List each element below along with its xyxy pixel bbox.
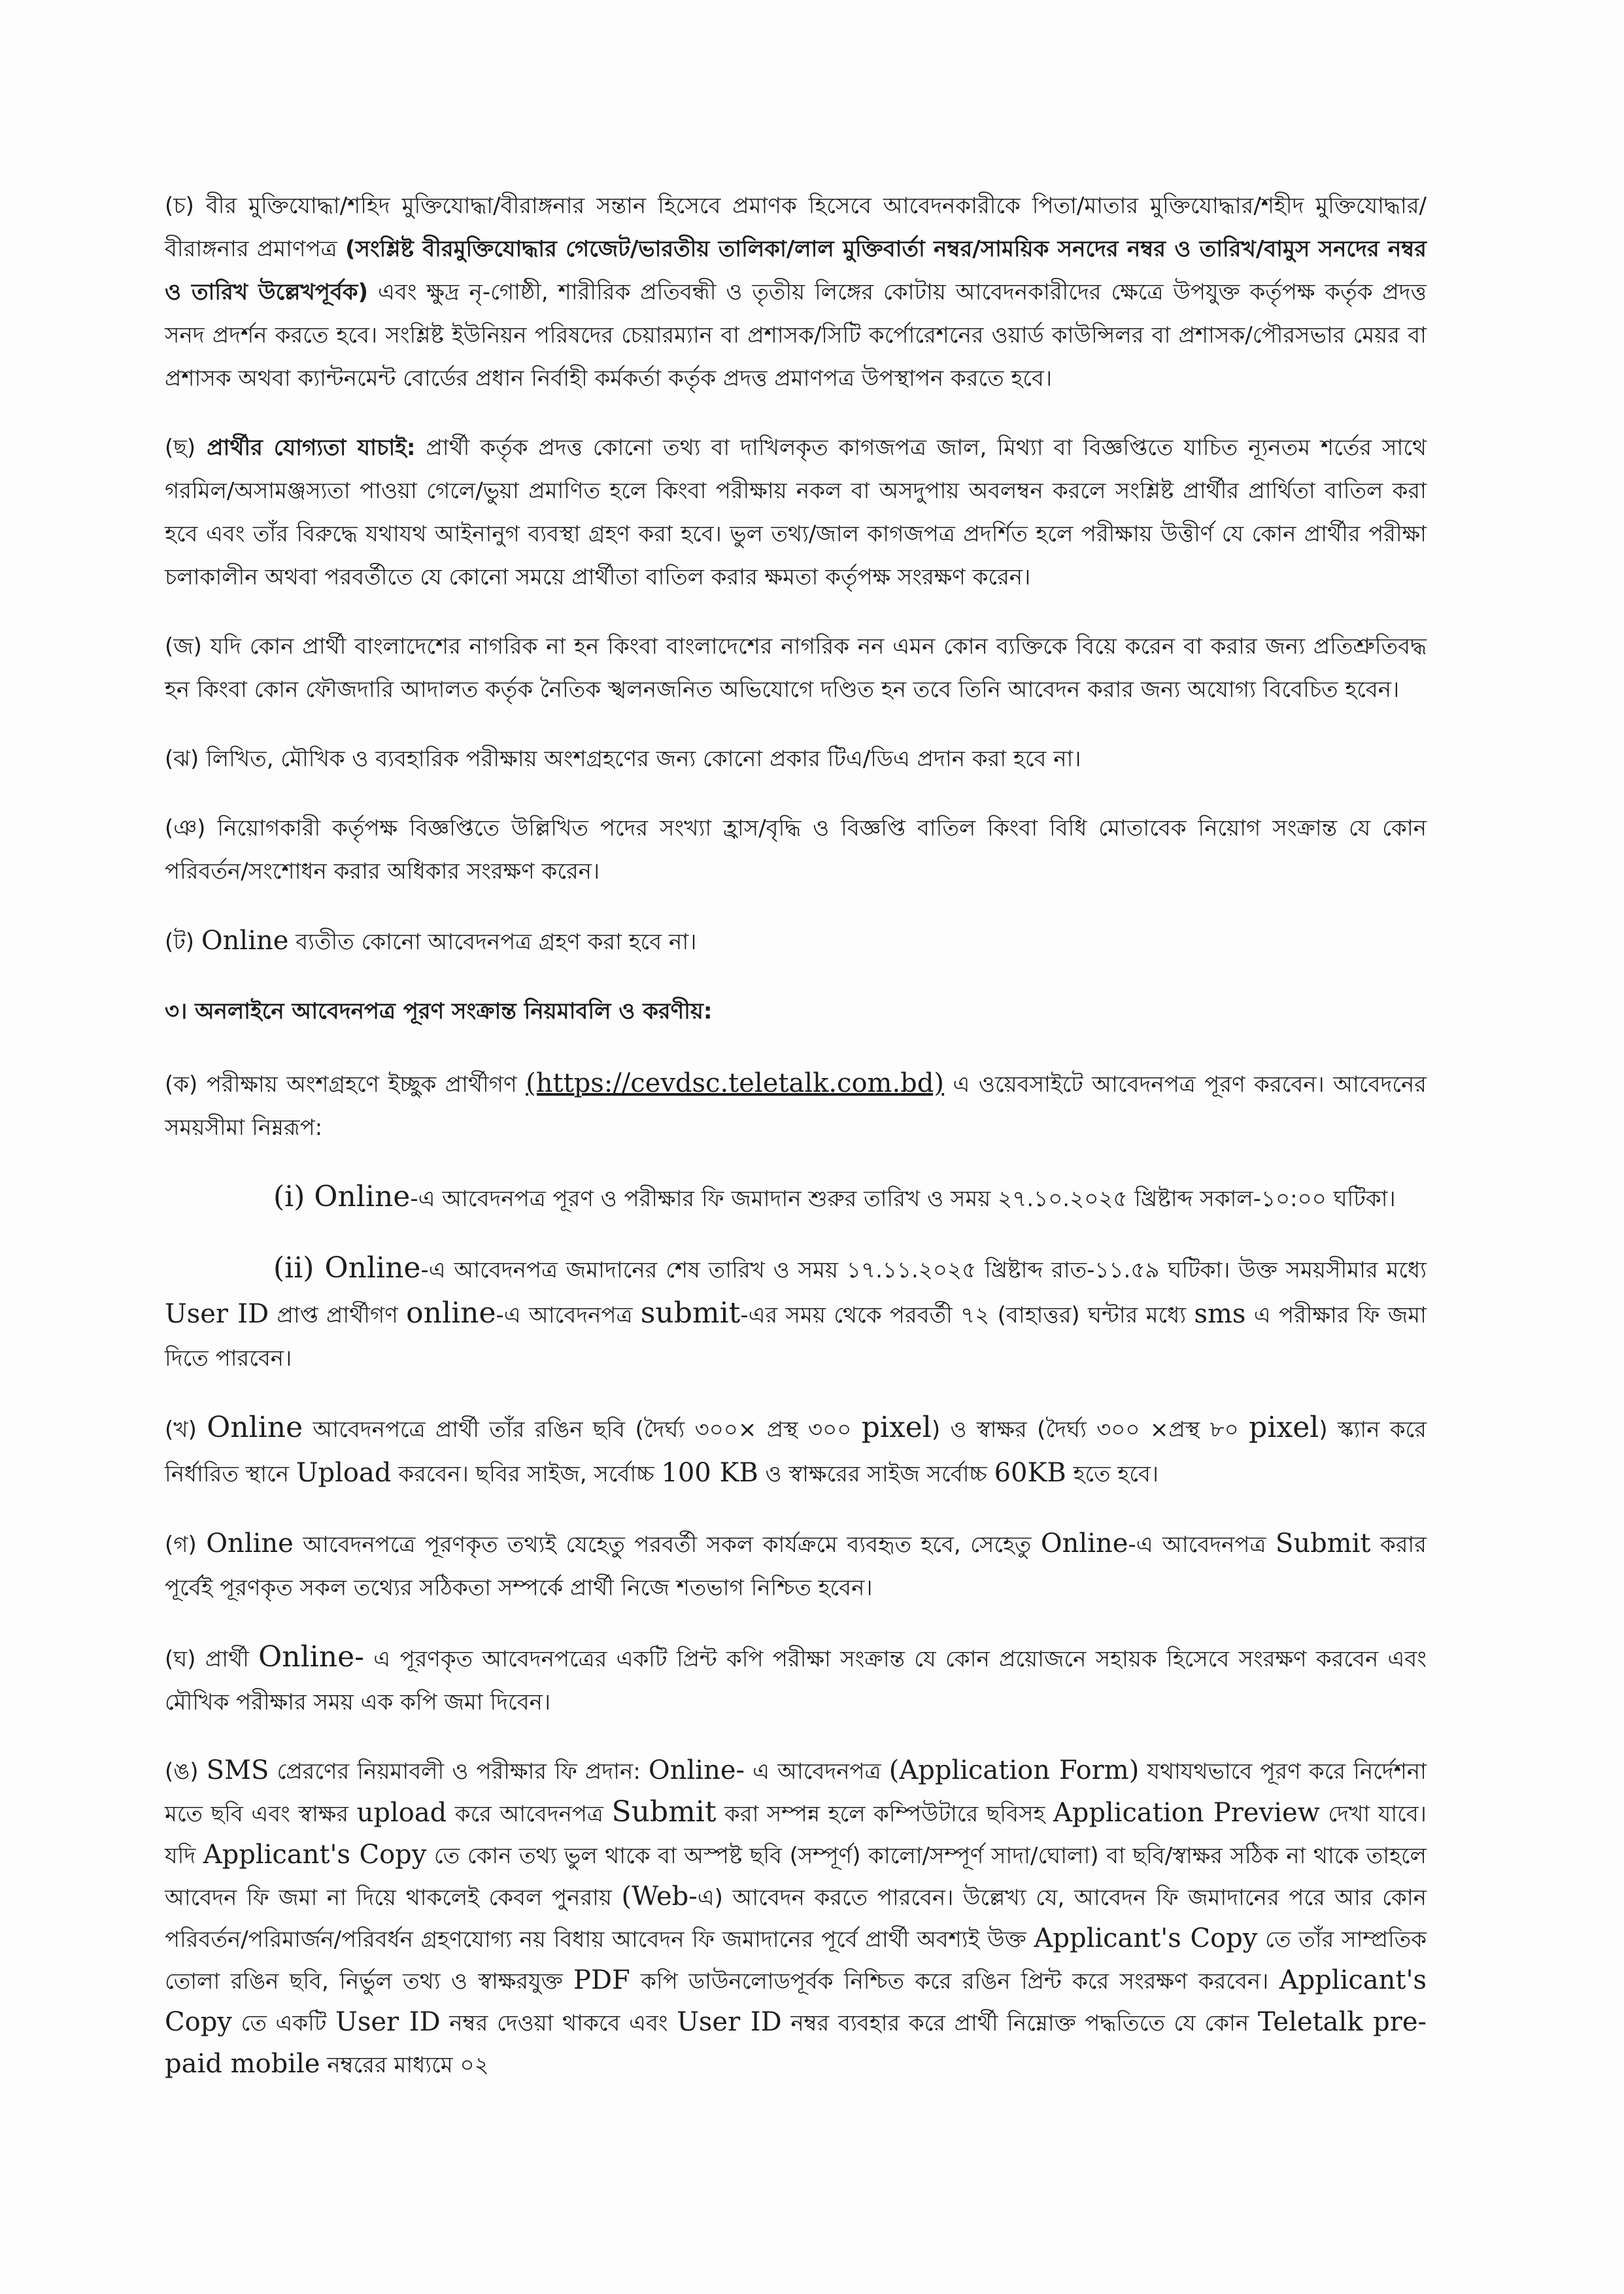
clause-text: এ আবেদনপত্র: [745, 1759, 889, 1785]
clause-text: যথাযথভাবে পূরণ করে নির্দেশনা মতে ছবি এবং স্বাক্ষর: [165, 1759, 1427, 1827]
schedule-text: প্রাপ্ত প্রার্থীগণ: [269, 1302, 407, 1328]
clause-text: ) স্ক্যান করে নির্ধারিত স্থানে: [165, 1417, 1427, 1487]
schedule-text: এ পরীক্ষার ফি জমা দিতে পারবেন।: [165, 1302, 1427, 1372]
clause-text: (ঝ) লিখিত, মৌখিক ও ব্যবহারিক পরীক্ষায় অংশগ্রহণের জন্য কোনো প্রকার টিএ/ডিএ প্রদান করা হবে না।: [165, 746, 1081, 772]
latin-term: online: [406, 1296, 496, 1330]
clause-label: (গ): [165, 1532, 207, 1558]
latin-term: (Web-: [621, 1881, 698, 1912]
latin-term: (Application Form): [888, 1755, 1140, 1785]
clause-jha: [165, 737, 1427, 781]
latin-term: submit: [640, 1296, 741, 1330]
clause-text: (ঞ) নিয়োগকারী কর্তৃপক্ষ বিজ্ঞপ্তিতে উল্লিখিত পদের সংখ্যা হ্রাস/বৃদ্ধি ও বিজ্ঞপ্তি বাতিল কিংবা বিধি মোতাবেক নিয়োগ সংক্রান্ত যে কোন পরিবর্তন/সংশোধন করার অধিকার সংরক্ষণ করেন।: [165, 815, 1427, 885]
latin-term: Teletalk pre-paid mobile: [165, 2007, 1427, 2079]
clause-kha: [165, 1406, 1427, 1496]
latin-term: Online: [201, 926, 289, 956]
clause-text: ও স্বাক্ষরের সাইজ সর্বোচ্চ: [758, 1461, 994, 1487]
clause-text: করার পূর্বেই পূরণকৃত সকল তথ্যের সঠিকতা সম্পর্কে প্রার্থী নিজে শতভাগ নিশ্চিত হবেন।: [165, 1532, 1427, 1601]
latin-term: Online: [314, 1180, 411, 1213]
latin-term: User ID: [335, 2007, 441, 2037]
clause-text: ব্যতীত কোনো আবেদনপত্র গ্রহণ করা হবে না।: [288, 929, 697, 955]
latin-term: SMS: [206, 1755, 269, 1785]
clause-text: নম্বর ব্যবহার করে প্রার্থী নিম্নোক্ত পদ্ধতিতে যে কোন: [781, 2010, 1258, 2036]
clause-text: করবেন। ছবির সাইজ, সর্বোচ্চ: [391, 1461, 662, 1487]
latin-term: Applicant's Copy: [1034, 1923, 1258, 1953]
clause-text: নম্বরের মাধ্যমে ০২: [320, 2052, 489, 2078]
clause-text: প্রেরণের নিয়মাবলী ও পরীক্ষার ফি প্রদান:: [269, 1759, 649, 1785]
schedule-start: [165, 1175, 1427, 1221]
clause-cha: [165, 184, 1427, 400]
latin-term: sms: [1194, 1299, 1246, 1329]
clause-text: তে একটি: [231, 2010, 336, 2036]
clause-text: এবং ক্ষুদ্র নৃ-গোষ্ঠী, শারীরিক প্রতিবন্ধী ও তৃতীয় লিঙ্গের কোটায় আবেদনকারীদের ক্ষেত্রে উপযুক্ত কর্তৃপক্ষ কর্তৃক প্রদত্ত সনদ প্রদর্শন করতে হবে। সংশ্লিষ্ট ইউনিয়ন পরিষদের চেয়ারম্যান বা প্রশাসক/সিটি কর্পোরেশনের ওয়ার্ড কাউন্সিলর বা প্রশাসক/পৌরসভার মেয়র বা প্রশাসক অথবা ক্যান্টনমেন্ট বোর্ডের প্রধান নির্বাহী কর্মকর্তা কর্তৃক প্রদত্ত প্রমাণপত্র উপস্থাপন করতে হবে।: [165, 279, 1427, 392]
latin-term: Online: [1040, 1528, 1128, 1559]
latin-term: 100 KB: [661, 1458, 758, 1488]
clause-text: কপি ডাউনলোডপূর্বক নিশ্চিত করে রঙিন প্রিন্ট করে সংরক্ষণ করবেন।: [630, 1968, 1279, 1995]
schedule-label: (ii): [273, 1251, 325, 1285]
clause-ga: [165, 1522, 1427, 1610]
clause-text: নম্বর দেওয়া থাকবে এবং: [440, 2010, 677, 2036]
clause-text: এ পূরণকৃত আবেদনপত্রের একটি প্রিন্ট কপি পরীক্ষা সংক্রান্ত যে কোন প্রয়োজনে সহায়ক হিসেবে সংরক্ষণ করবেন এবং মৌখিক পরীক্ষার সময় এক কপি জমা দিবেন।: [165, 1646, 1427, 1715]
clause-bold-text: (সংশ্লিষ্ট বীরমুক্তিযোদ্ধার গেজেট/ভারতীয় তালিকা/লাল মুক্তিবার্তা নম্বর/সাময়িক সনদের নম্বর ও তারিখ/বামুস সনদের নম্বর ও তারিখ উল্লেখপূর্বক): [165, 236, 1427, 305]
latin-term: Upload: [296, 1458, 392, 1488]
clause-text: করে আবেদনপত্র: [447, 1801, 612, 1827]
schedule-end: [165, 1247, 1427, 1380]
application-website-link[interactable]: (https://cevdsc.teletalk.com.bd): [526, 1068, 944, 1098]
latin-term: Online: [324, 1251, 421, 1285]
latin-term: Online: [206, 1528, 294, 1559]
latin-term: Submit: [611, 1795, 717, 1829]
clause-label: (ঙ): [165, 1759, 207, 1785]
clause-text: তে কোন তথ্য ভুল থাকে বা অস্পষ্ট ছবি (সম্পূর্ণ) কালো/সম্পূর্ণ সাদা/ঘোলা) বা ছবি/স্বাক্ষর সঠিক না থাকে তাহলে আবেদন ফি জমা না দিয়ে থাকলেই কেবল পুনরায়: [165, 1843, 1427, 1911]
clause-text: তে তাঁর সাম্প্রতিক তোলা রঙিন ছবি, নির্ভুল তথ্য ও স্বাক্ষরযুক্ত: [165, 1927, 1427, 1995]
clause-text: বীর মুক্তিযোদ্ধা/শহিদ মুক্তিযোদ্ধা/বীরাঙ্গনার সন্তান হিসেবে প্রমাণক হিসেবে আবেদনকারীকে পিতা/মাতার মুক্তিযোদ্ধার/শহীদ মুক্তিযোদ্ধার/বীরাঙ্গনার প্রমাণপত্র: [165, 193, 1427, 262]
clause-nya: [165, 807, 1427, 893]
latin-term: User ID: [165, 1299, 269, 1329]
clause-text: (ক) পরীক্ষায় অংশগ্রহণে ইচ্ছুক প্রার্থীগণ: [165, 1071, 526, 1098]
document-body: [165, 184, 1427, 2112]
clause-gha: [165, 1636, 1427, 1724]
schedule-text: -এ আবেদনপত্র জমাদানের শেষ তারিখ ও সময় ১৭.১১.২০২৫ খ্রিষ্টাব্দ রাত-১১.৫৯ ঘটিকা। উক্ত সময়সীমার মধ্যে: [420, 1257, 1427, 1283]
latin-term: pixel: [1249, 1411, 1319, 1444]
clause-ta: [165, 919, 1427, 964]
clause-bold-title: প্রার্থীর যোগ্যতা যাচাই:: [195, 435, 416, 461]
clause-text: আবেদনপত্রে প্রার্থী তাঁর রঙিন ছবি (দৈর্ঘ্য ৩০০× প্রস্থ ৩০০: [303, 1417, 862, 1443]
latin-term: pixel: [861, 1411, 932, 1444]
latin-term: Online-: [258, 1640, 364, 1674]
latin-term: Submit: [1275, 1528, 1371, 1559]
clause-text: দেখা যাবে। যদি: [165, 1801, 1427, 1869]
clause-ja: [165, 625, 1427, 711]
section-3-heading: ৩। অনলাইনে আবেদনপত্র পূরণ সংক্রান্ত নিয়মাবলি ও করণীয়:: [165, 998, 713, 1024]
clause-text: (জ) যদি কোন প্রার্থী বাংলাদেশের নাগরিক না হন কিংবা বাংলাদেশের নাগরিক নন এমন কোন ব্যক্তিকে বিয়ে করেন বা করার জন্য প্রতিশ্রুতিবদ্ধ হন কিংবা কোন ফৌজদারি আদালত কর্তৃক নৈতিক স্খলনজনিত অভিযোগে দণ্ডিত হন তবে তিনি আবেদন করার জন্য অযোগ্য বিবেচিত হবেন।: [165, 633, 1427, 703]
clause-label: (চ): [165, 193, 194, 219]
schedule-label: (i): [273, 1180, 314, 1213]
clause-chha: [165, 426, 1427, 599]
clause-text: ) ও স্বাক্ষর (দৈর্ঘ্য ৩০০ ×প্রস্থ ৮০: [931, 1417, 1249, 1443]
clause-label: (ছ): [165, 435, 196, 461]
latin-term: Online-: [648, 1755, 745, 1785]
clause-text: হতে হবে।: [1066, 1461, 1159, 1487]
clause-text: এ) আবেদন করতে পারবেন। উল্লেখ্য যে, আবেদন ফি জমাদানের পরে আর কোন পরিবর্তন/পরিমার্জন/পরিবর্ধন গ্রহণযোগ্য নয় বিধায় আবেদন ফি জমাদানের পূর্বে প্রার্থী অবশ্যই উক্ত: [165, 1885, 1427, 1953]
latin-term: Online: [207, 1411, 303, 1444]
clause-umo: [165, 1750, 1427, 2085]
schedule-text: -এ আবেদনপত্র: [496, 1302, 641, 1328]
clause-label: (ঘ) প্রার্থী: [165, 1646, 259, 1672]
clause-label: (ট): [165, 929, 201, 955]
clause-text: এ ওয়েবসাইটে আবেদনপত্র পূরণ করবেন। আবেদনের সময়সীমা নিম্নরূপ:: [165, 1071, 1427, 1141]
latin-term: Applicant's Copy: [203, 1840, 427, 1870]
latin-term: PDF: [573, 1965, 630, 1995]
latin-term: User ID: [677, 2007, 782, 2037]
latin-term: Applicant's Copy: [165, 1965, 1427, 2037]
clause-text: আবেদনপত্রে পূরণকৃত তথ্যই যেহেতু পরবর্তী সকল কার্যক্রমে ব্যবহৃত হবে, সেহেতু: [293, 1532, 1041, 1558]
latin-term: 60KB: [994, 1458, 1066, 1488]
clause-ka: [165, 1062, 1427, 1149]
schedule-text: -এ আবেদনপত্র পূরণ ও পরীক্ষার ফি জমাদান শুরুর তারিখ ও সময় ২৭.১০.২০২৫ খ্রিষ্টাব্দ সকাল-১০:০০ ঘটিকা।: [410, 1186, 1396, 1212]
clause-text: প্রার্থী কর্তৃক প্রদত্ত কোনো তথ্য বা দাখিলকৃত কাগজপত্র জাল, মিথ্যা বা বিজ্ঞপ্তিতে যাচিত ন্যূনতম শর্তের সাথে গরমিল/অসামঞ্জস্যতা পাওয়া গেলে/ভুয়া প্রমাণিত হলে কিংবা পরীক্ষায় নকল বা অসদুপায় অবলম্বন করলে সংশ্লিষ্ট প্রার্থীর প্রার্থিতা বাতিল করা হবে এবং তাঁর বিরুদ্ধে যথাযথ আইনানুগ ব্যবস্থা গ্রহণ করা হবে। ভুল তথ্য/জাল কাগজপত্র প্রদর্শিত হলে পরীক্ষায় উত্তীর্ণ যে কোন প্রার্থীর পরীক্ষা চলাকালীন অথবা পরবর্তীতে যে কোনো সময়ে প্রার্থীতা বাতিল করার ক্ষমতা কর্তৃপক্ষ সংরক্ষণ করেন।: [165, 435, 1427, 590]
clause-text: করা সম্পন্ন হলে কম্পিউটারে ছবিসহ: [716, 1801, 1053, 1827]
latin-term: upload: [356, 1798, 447, 1828]
clause-text: -এ আবেদনপত্র: [1128, 1532, 1276, 1558]
clause-label: (খ): [165, 1417, 207, 1443]
latin-term: Application Preview: [1053, 1798, 1320, 1828]
schedule-text: -এর সময় থেকে পরবর্তী ৭২ (বাহাত্তর) ঘন্টার মধ্যে: [740, 1302, 1194, 1328]
